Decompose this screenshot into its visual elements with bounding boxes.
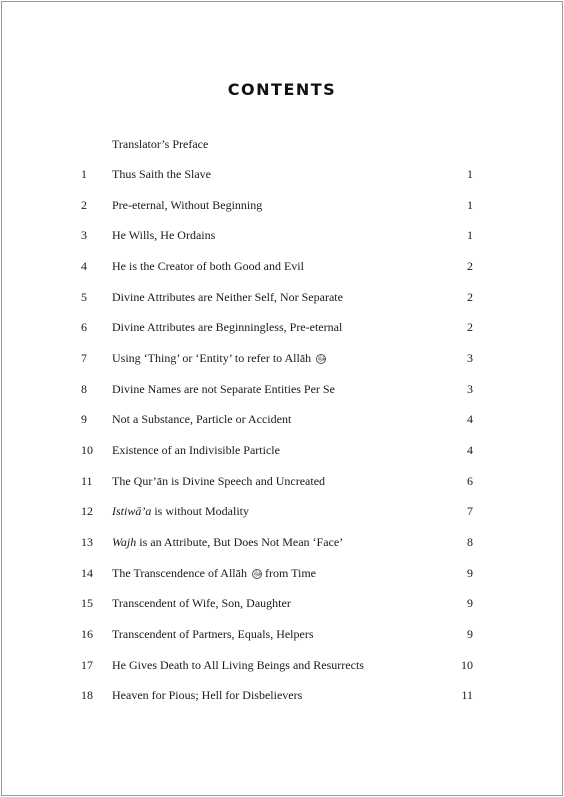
toc-entry-row[interactable] [0, 257, 564, 275]
toc-entry-row[interactable] [0, 472, 564, 490]
toc-entry-label: He Wills, He Ordains [112, 228, 216, 242]
toc-entry-number: 14 [81, 566, 93, 580]
toc-entry-label: Thus Saith the Slave [112, 167, 211, 181]
toc-entry-label [112, 564, 316, 582]
toc-preface-label: Translator’s Preface [112, 137, 209, 151]
toc-entry-row[interactable] [0, 226, 564, 244]
toc-entry-row[interactable] [0, 441, 564, 459]
toc-entry-page: 3 [467, 351, 473, 365]
toc-entry-label: The Qur’ān is Divine Speech and Uncreated [112, 474, 326, 488]
toc-entry-number: 13 [81, 535, 93, 549]
toc-entry-page: 9 [467, 566, 473, 580]
honorific-glyph-icon: ﷻ [252, 569, 262, 578]
toc-entry-number: 3 [81, 228, 87, 242]
toc-entry-row[interactable] [0, 533, 564, 551]
toc-entry-label: Transcendent of Wife, Son, Daughter [112, 596, 291, 610]
toc-entry-page: 4 [467, 443, 473, 457]
toc-entry-row[interactable] [0, 196, 564, 214]
toc-entry-page: 10 [461, 658, 473, 672]
toc-entry-label: Divine Names are not Separate Entities Per Se [112, 382, 335, 396]
toc-entry-page: 1 [467, 228, 473, 242]
toc-entry-number: 4 [81, 259, 87, 273]
toc-entry-page: 6 [467, 474, 473, 488]
toc-entry-number: 12 [81, 504, 93, 518]
toc-entry-row[interactable] [0, 380, 564, 398]
toc-entry-row[interactable] [0, 594, 564, 612]
toc-entry-page: 1 [467, 198, 473, 212]
toc-entry-number: 10 [81, 443, 93, 457]
toc-entry-number: 17 [81, 658, 93, 672]
toc-entry-row[interactable] [0, 564, 564, 582]
toc-entry-number: 1 [81, 167, 87, 181]
page-title: CONTENTS [227, 80, 337, 99]
toc-entry-label: He Gives Death to All Living Beings and Resurrects [112, 658, 364, 672]
toc-entry-number: 5 [81, 290, 87, 304]
document-page [1, 1, 563, 796]
toc-entry-label [112, 349, 326, 367]
toc-entry-label: Not a Substance, Particle or Accident [112, 412, 292, 426]
toc-entry-label-italic: Wajh [112, 535, 137, 549]
toc-entry-number: 9 [81, 412, 87, 426]
toc-entry-number: 16 [81, 627, 93, 641]
toc-entry-label-text: The Transcendence of Allāh [112, 566, 247, 580]
toc-entry-row[interactable] [0, 165, 564, 183]
toc-entry-page: 1 [467, 167, 473, 181]
toc-entry-label-text: Using ‘Thing’ or ‘Entity’ to refer to Allāh [112, 351, 312, 365]
toc-entry-label [112, 502, 249, 520]
toc-entry-label-text: is without Modality [151, 504, 250, 518]
toc-entry-label: Existence of an Indivisible Particle [112, 443, 280, 457]
toc-entry-page: 8 [467, 535, 473, 549]
toc-entry-page: 2 [467, 320, 473, 334]
toc-entry-row[interactable] [0, 318, 564, 336]
toc-entry-number: 11 [81, 474, 93, 488]
toc-entry-number: 15 [81, 596, 93, 610]
toc-entry-page: 9 [467, 627, 473, 641]
toc-entry-number: 18 [81, 688, 93, 702]
toc-entry-label-italic: Istiwā’a [112, 504, 152, 518]
toc-entry-page: 3 [467, 382, 473, 396]
toc-entry-number: 6 [81, 320, 87, 334]
toc-entry-number: 2 [81, 198, 87, 212]
toc-entry-label-text: from Time [261, 566, 316, 580]
toc-entry-number: 8 [81, 382, 87, 396]
toc-entry-row[interactable] [0, 502, 564, 520]
toc-entry-row[interactable] [0, 410, 564, 428]
toc-entry-page: 2 [467, 290, 473, 304]
toc-entry-label: Heaven for Pious; Hell for Disbelievers [112, 688, 303, 702]
toc-entry-page: 9 [467, 596, 473, 610]
toc-entry-label [112, 533, 343, 551]
toc-entry-page: 4 [467, 412, 473, 426]
toc-entry-label: Transcendent of Partners, Equals, Helpers [112, 627, 314, 641]
toc-entry-label: Divine Attributes are Neither Self, Nor Separate [112, 290, 343, 304]
toc-entry-page: 7 [467, 504, 473, 518]
toc-entry-label: Pre-eternal, Without Beginning [112, 198, 263, 212]
toc-entry-number: 7 [81, 351, 87, 365]
honorific-glyph-icon: ﷻ [317, 354, 327, 363]
toc-entry-label: Divine Attributes are Beginningless, Pre-eternal [112, 320, 343, 334]
toc-entry-row[interactable] [0, 686, 564, 704]
toc-preface-row[interactable] [0, 135, 564, 153]
toc-entry-label-text: is an Attribute, But Does Not Mean ‘Face’ [136, 535, 344, 549]
toc-entry-row[interactable] [0, 288, 564, 306]
toc-entry-row[interactable] [0, 656, 564, 674]
toc-entry-page: 2 [467, 259, 473, 273]
toc-entry-page: 11 [461, 688, 473, 702]
toc-entry-row[interactable] [0, 625, 564, 643]
toc-entry-row[interactable] [0, 349, 564, 367]
toc-entry-label: He is the Creator of both Good and Evil [112, 259, 304, 273]
